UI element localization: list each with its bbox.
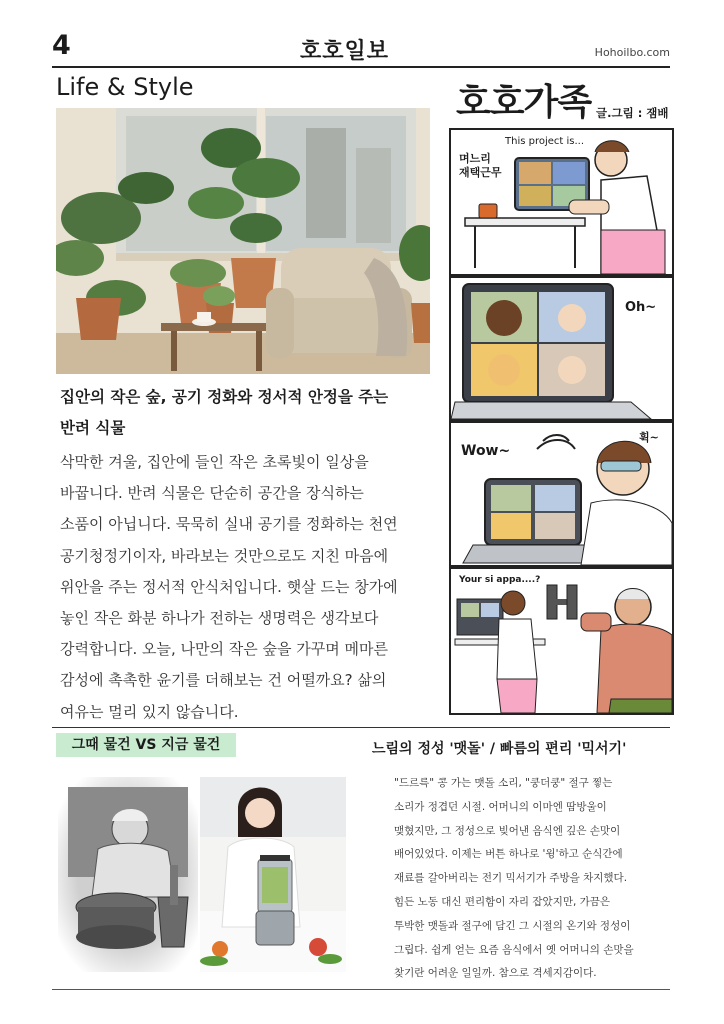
panel4-speech: Your si appa....? [459, 575, 541, 585]
section-title: Life & Style [56, 73, 194, 101]
comic-panel-3 [449, 421, 674, 567]
headline-line: 집안의 작은 숲, 공기 정화와 정서적 안정을 주는 [60, 388, 389, 406]
body-line: 강력합니다. 오늘, 나만의 작은 숲을 가꾸며 메마른 [60, 640, 388, 659]
comic-panel-2 [449, 276, 674, 421]
body-line: 위안을 주는 정서적 안식처입니다. 햇살 드는 창가에 [60, 577, 398, 596]
article-headline [60, 382, 432, 444]
body-line: 공기청정기이자, 바라보는 것만으로도 지친 마음에 [60, 546, 389, 565]
headline-line: 반려 식물 [60, 419, 126, 437]
panel1-speech: This project is... [505, 136, 585, 147]
body-line: 맺혔지만, 그 정성으로 빚어낸 음식엔 깊은 손맛이 [394, 824, 621, 837]
feature-headline: 느림의 정성 '맷돌' / 빠름의 편리 '믹서기' [372, 741, 627, 757]
panel3-speech: Wow~ [461, 443, 511, 459]
comic-credit: 글.그림 : 잼배 [596, 106, 669, 120]
caption-line: 며느리 [459, 152, 491, 165]
caption-line: 재택근무 [459, 166, 502, 179]
body-line: 바꿉니다. 반려 식물은 단순히 공간을 장식하는 [60, 484, 364, 503]
body-line: 찾기란 어려운 일일까. 참으로 격세지감이다. [394, 967, 597, 980]
body-line: "드르륵" 콩 가는 맷돌 소리, "쿵더쿵" 절구 찧는 [394, 777, 613, 789]
body-line: 삭막한 겨울, 집안에 들인 작은 초록빛이 일상을 [60, 453, 369, 471]
panel1-caption [459, 152, 502, 180]
panel2-speech: Oh~ [625, 300, 657, 315]
body-line: 감성에 촉촉한 윤기를 더해보는 건 어떨까요? 삶의 [60, 671, 387, 690]
feature-tag: 그때 물건 VS 지금 물건 [56, 733, 236, 757]
panel3-sfx: 휙~ [639, 431, 659, 444]
section-divider [52, 727, 670, 728]
comic-panel-1 [449, 128, 674, 276]
body-line: 힘든 노동 대신 편리함이 자리 잡았지만, 가끔은 [394, 895, 611, 908]
newspaper-name: 호호일보 [300, 39, 390, 64]
millstone-photo [58, 777, 198, 972]
body-line: 재료를 갈아버리는 전기 믹서기가 주방을 차지했다. [394, 872, 628, 885]
footer-rule [52, 989, 670, 990]
body-line: 투박한 맷돌과 절구에 담긴 그 시절의 온기와 정성이 [394, 919, 631, 932]
comic-panel-4 [449, 567, 674, 715]
body-line: 놓인 작은 화분 하나가 전하는 생명력은 생각보다 [60, 609, 379, 628]
houseplants-photo [56, 108, 430, 374]
feature-body [394, 772, 674, 986]
body-line: 그립다. 쉽게 얻는 요즘 음식에서 옛 어머니의 손맛을 [394, 943, 634, 956]
website-url[interactable]: Hohoilbo.com [594, 46, 670, 59]
comic-title: 호호가족 [456, 82, 592, 123]
header-rule [52, 66, 670, 68]
body-line: 여유는 멀리 있지 않습니다. [60, 702, 239, 721]
article-body [60, 447, 440, 728]
body-line: 소품이 아닙니다. 묵묵히 실내 공기를 정화하는 천연 [60, 515, 398, 534]
body-line: 소리가 정겹던 시절. 어머니의 이마엔 땀방울이 [394, 800, 607, 813]
body-line: 배어있었다. 이제는 버튼 하나로 '윙'하고 순식간에 [394, 848, 623, 861]
page-number: 4 [52, 30, 71, 61]
blender-photo [200, 777, 346, 972]
